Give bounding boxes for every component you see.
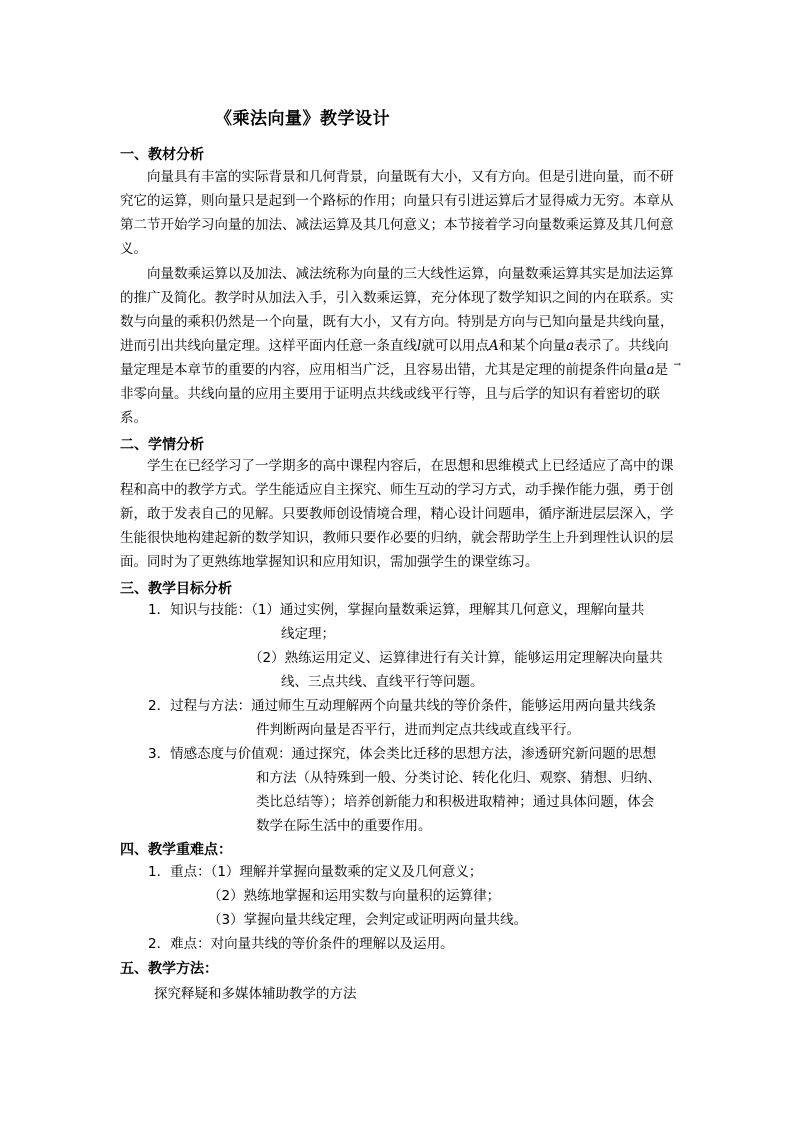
- objective-knowledge-skills-2-cont: 线、三点共线、直线平行等问题。: [281, 674, 484, 690]
- section-heading-3: 三、教学目标分析: [120, 581, 232, 597]
- objective-attitudes-values: 3．情感态度与价值观：通过探究，体会类比迁移的思想方法，渗透研究新问题的思想: [148, 746, 657, 762]
- paragraph-text: 向量数乘运算以及加法、减法统称为向量的三大线性运算，向量数乘运算其实是加法运算的推广及简化。教学时从加法入手，引入数乘运算，充分体现了数学知识之间的内在联系。实数与向量的乘积仍然是一个向量，既有大小，又有方向。特别是方向与已知向量是共线向量，进而引出共线向量定理。这样平面内任意一条直线: [120, 266, 674, 354]
- objective-process-methods: 2．过程与方法：通过师生互动理解两个向量共线的等价条件，能够运用两向量共线条: [148, 698, 657, 714]
- objective-knowledge-skills-2: （2）熟练运用定义、运算律进行有关计算，能够运用定理解决向量共: [249, 650, 663, 666]
- section-heading-5: 五、教学方法：: [120, 961, 218, 977]
- paragraph-text: 就可以用点: [421, 338, 489, 354]
- section-heading-1: 一、教材分析: [120, 147, 204, 163]
- difficult-point: 2．难点：对向量共线的等价条件的理解以及运用。: [148, 936, 454, 952]
- section-1-paragraph-1: 向量具有丰富的实际背景和几何背景，向量既有大小，又有方向。但是引进向量，而不研究它的运算，则向量只是起到一个路标的作用；向量只有引进运算后才显得威力无穷。本章从第二节开始学习向量的加法、减法运算及其几何意义；本节接着学习向量数乘运算及其几何意义。: [120, 169, 674, 257]
- section-1-paragraph-2: [120, 262, 680, 430]
- objective-attitudes-values-cont-3: 数学在际生活中的重要作用。: [256, 818, 432, 834]
- vector-symbol-a: → a: [647, 362, 655, 378]
- line-symbol-l: l: [417, 338, 422, 354]
- objective-knowledge-skills-cont: 线定理；: [281, 626, 335, 642]
- paragraph-text: 是非零向量。共线向量的应用主要用于证明点共线或线平行等，且与后学的知识有着密切的联系。: [120, 362, 669, 426]
- objective-attitudes-values-cont-2: 类比总结等）；培养创新能力和积极进取精神；通过具体问题，体会: [256, 794, 655, 810]
- section-heading-2: 二、学情分析: [120, 437, 204, 453]
- key-point-1: 1．重点：（1）理解并掌握向量数乘的定义及几何意义；: [148, 864, 483, 880]
- key-point-3: （3）掌握向量共线定理，会判定或证明两向量共线。: [208, 912, 528, 928]
- paragraph-text: 和某个向量: [498, 338, 567, 354]
- section-heading-4: 四、教学重难点：: [120, 842, 232, 858]
- vector-symbol-a: → a: [566, 338, 574, 354]
- objective-process-methods-cont: 件判断两向量是否平行，进而判定点共线或直线平行。: [256, 722, 580, 738]
- paragraph-text: 表示了。共线向量定理是本章节的重要的内容，应用相当广泛，且容易出错，尤其是定理的前提条件向量: [120, 338, 669, 378]
- section-2-paragraph-1: 学生在已经学习了一学期多的高中课程内容后，在思想和思维模式上已经适应了高中的课程和高中的教学方式。学生能适应自主探究、师生互动的学习方式，动手操作能力强，勇于创新，敢于发表自己的见解。只要教师创设情境合理，精心设计问题串，循序渐进层层深入，学生能很快地构建起新的数学知识，教师只要作必要的归纳，就会帮助学生上升到理性认识的层面。同时为了更熟练地掌握知识和应用知识，需加强学生的课堂练习。: [120, 458, 674, 570]
- teaching-method: 探究释疑和多媒体辅助教学的方法: [154, 986, 357, 1002]
- document-title: 《乘法向量》教学设计: [215, 109, 390, 129]
- objective-attitudes-values-cont-1: 和方法（从特殊到一般、分类讨论、转化化归、观察、猜想、归纳、: [256, 770, 661, 786]
- point-symbol-A: A: [488, 338, 499, 354]
- objective-knowledge-skills: 1．知识与技能：（1）通过实例，掌握向量数乘运算，理解其几何意义，理解向量共: [148, 602, 645, 618]
- key-point-2: （2）熟练地掌握和运用实数与向量积的运算律；: [208, 888, 501, 904]
